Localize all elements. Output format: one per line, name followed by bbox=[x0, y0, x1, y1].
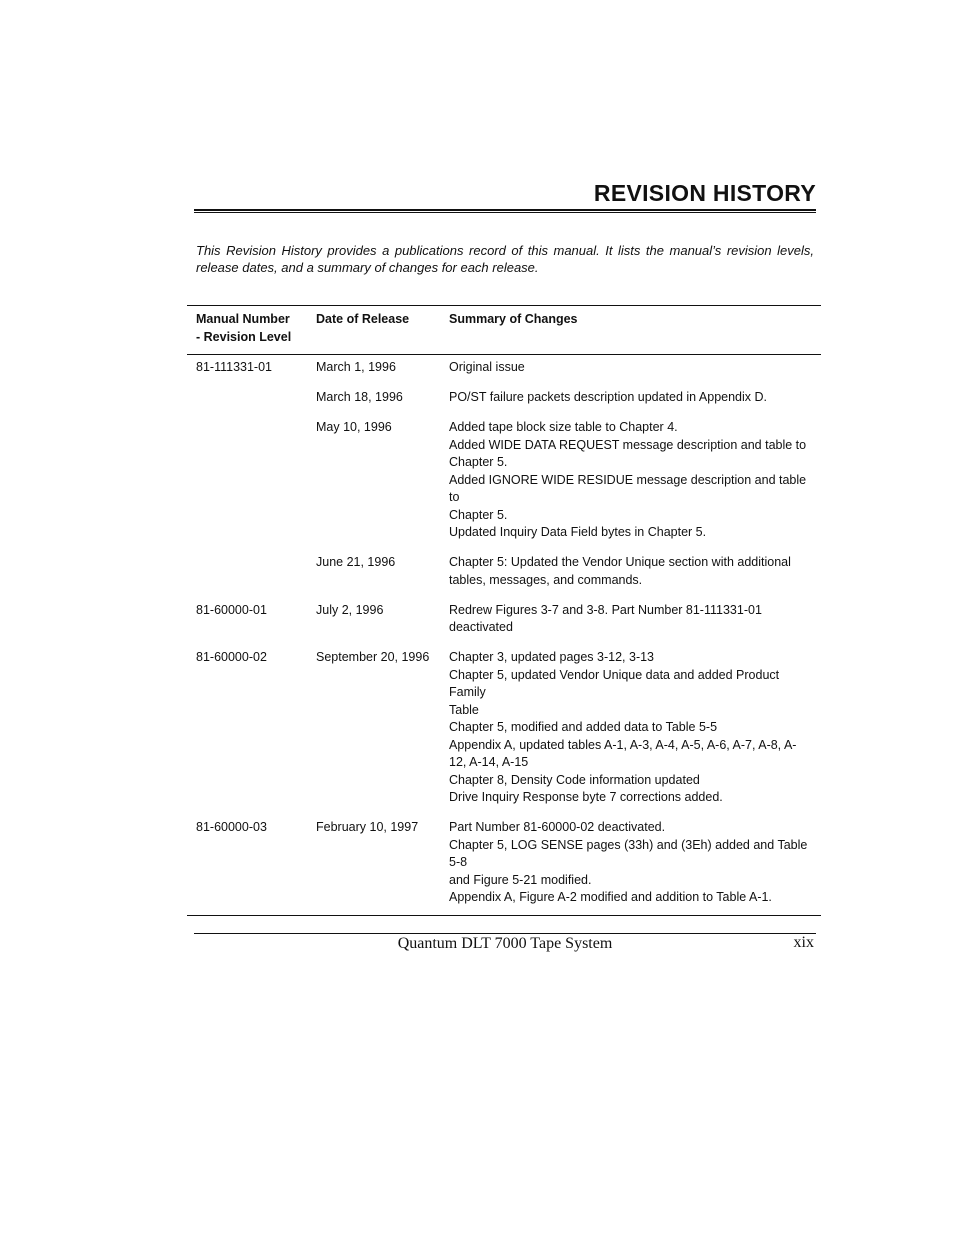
table-row bbox=[187, 419, 821, 542]
table-row bbox=[187, 649, 821, 807]
title-rule bbox=[194, 209, 816, 213]
manual-number-cell: 81-60000-01 bbox=[196, 602, 267, 617]
release-date-cell: March 18, 1996 bbox=[316, 390, 403, 404]
summary-line: Chapter 5. bbox=[449, 455, 508, 469]
summary-line: Updated Inquiry Data Field bytes in Chapter 5. bbox=[449, 525, 707, 539]
summary-line: Added tape block size table to Chapter 4. bbox=[449, 420, 678, 434]
release-date-cell: February 10, 1997 bbox=[316, 820, 419, 834]
summary-line: PO/ST failure packets description updated in Appendix D. bbox=[449, 390, 768, 404]
footer-title: Quantum DLT 7000 Tape System bbox=[397, 935, 613, 952]
summary-cell bbox=[449, 602, 809, 637]
manual-number-cell: 81-60000-02 bbox=[196, 650, 267, 664]
summary-line: Chapter 5. bbox=[449, 507, 508, 522]
manual-number-cell bbox=[187, 554, 316, 589]
summary-line: 12, A-14, A-15 bbox=[449, 755, 529, 769]
summary-line: Added IGNORE WIDE RESIDUE message description and table to bbox=[449, 472, 807, 504]
summary-line: deactivated bbox=[449, 620, 513, 634]
summary-line: Redrew Figures 3-7 and 3-8. Part Number 81-111331-01 bbox=[449, 602, 762, 617]
table-row bbox=[187, 819, 821, 907]
release-date-cell: June 21, 1996 bbox=[316, 555, 396, 569]
summary-cell bbox=[449, 554, 809, 589]
summary-cell bbox=[449, 359, 809, 377]
header-manual-number bbox=[187, 311, 316, 346]
summary-line: and Figure 5-21 modified. bbox=[449, 872, 592, 887]
summary-line: Chapter 5: Updated the Vendor Unique section with additional bbox=[449, 555, 791, 569]
header-summary: Summary of Changes bbox=[449, 312, 578, 326]
manual-number-cell bbox=[187, 419, 316, 542]
page-title: REVISION HISTORY bbox=[593, 180, 816, 206]
footer-rule bbox=[194, 933, 816, 934]
summary-cell bbox=[449, 819, 809, 907]
release-date-cell: March 1, 1996 bbox=[316, 360, 396, 374]
summary-line: Chapter 5, updated Vendor Unique data and added Product Family bbox=[449, 667, 780, 699]
summary-line: Chapter 5, modified and added data to Table 5-5 bbox=[449, 720, 718, 734]
table-body bbox=[187, 355, 821, 915]
table-row bbox=[187, 389, 821, 407]
summary-line: Appendix A, Figure A-2 modified and addition to Table A-1. bbox=[449, 890, 772, 904]
table-row bbox=[187, 359, 821, 377]
summary-line: Table bbox=[449, 702, 479, 717]
revision-table bbox=[187, 305, 821, 916]
release-date-cell: September 20, 1996 bbox=[316, 650, 430, 664]
header-manual-line1: Manual Number bbox=[196, 312, 290, 326]
header-date: Date of Release bbox=[316, 312, 410, 326]
intro-paragraph: This Revision History provides a publications record of this manual. It lists the manual’s revision levels, release dates, and a summary of changes for each release. bbox=[196, 243, 814, 275]
summary-line: Appendix A, updated tables A-1, A-3, A-4, A-5, A-6, A-7, A-8, A- bbox=[449, 737, 797, 752]
manual-number-cell bbox=[187, 389, 316, 407]
summary-line: Drive Inquiry Response byte 7 corrections added. bbox=[449, 790, 723, 804]
release-date-cell: May 10, 1996 bbox=[316, 420, 392, 434]
table-row bbox=[187, 602, 821, 637]
manual-number-cell: 81-60000-03 bbox=[196, 820, 267, 834]
summary-line: tables, messages, and commands. bbox=[449, 572, 643, 587]
summary-line: Chapter 3, updated pages 3-12, 3-13 bbox=[449, 650, 655, 664]
summary-line: Part Number 81-60000-02 deactivated. bbox=[449, 820, 666, 834]
page-number: xix bbox=[793, 934, 814, 951]
header-manual-line2: - Revision Level bbox=[196, 329, 292, 344]
summary-line: Chapter 5, LOG SENSE pages (33h) and (3Eh) added and Table 5-8 bbox=[449, 837, 808, 869]
release-date-cell: July 2, 1996 bbox=[316, 602, 384, 617]
summary-line: Added WIDE DATA REQUEST message description and table to bbox=[449, 437, 807, 452]
summary-line: Chapter 8, Density Code information updated bbox=[449, 772, 700, 787]
table-row bbox=[187, 554, 821, 589]
manual-number-cell: 81-111331-01 bbox=[196, 360, 272, 374]
summary-cell bbox=[449, 389, 809, 407]
table-header bbox=[187, 306, 821, 355]
summary-line: Original issue bbox=[449, 360, 525, 374]
summary-cell bbox=[449, 419, 809, 542]
summary-cell bbox=[449, 649, 809, 807]
